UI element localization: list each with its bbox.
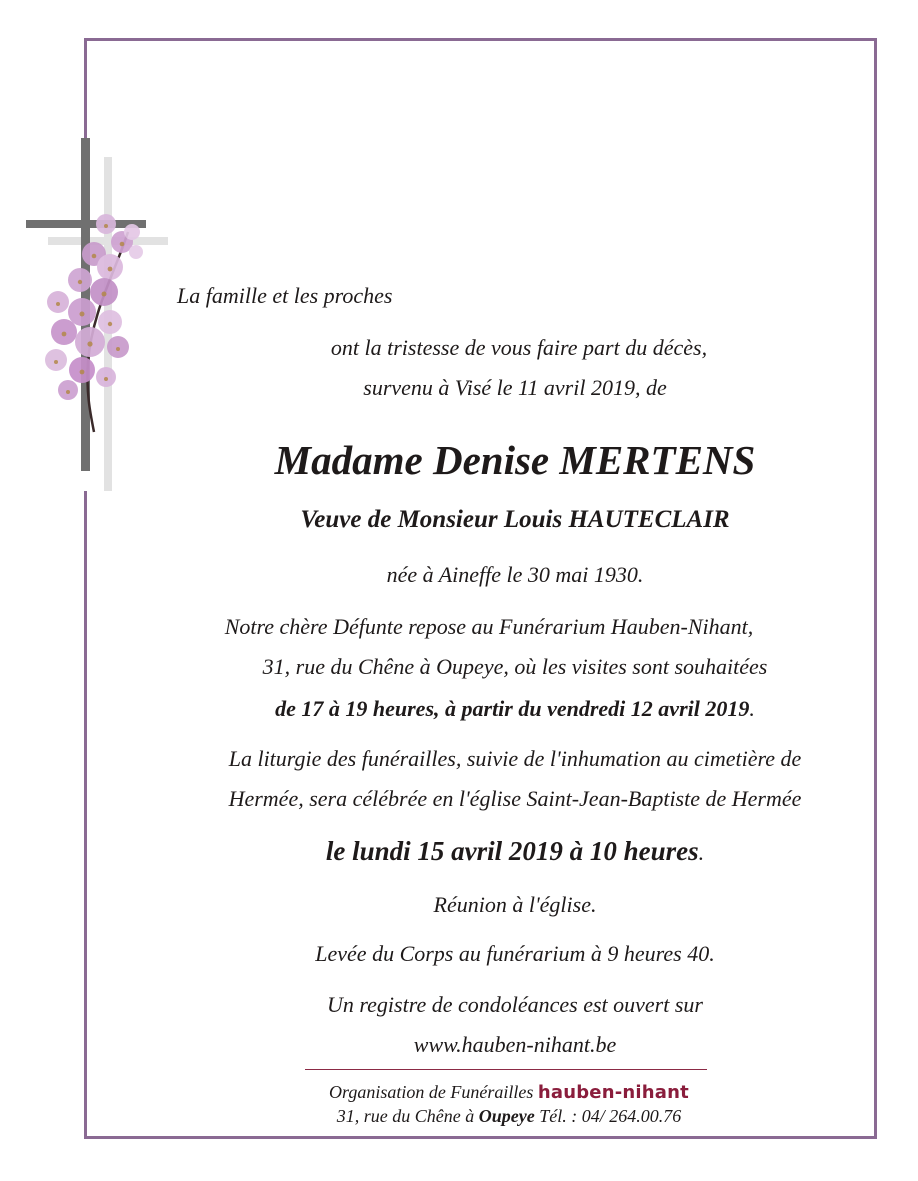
funeral-date [56,836,918,867]
brand-logo: hauben-nihant [537,1082,689,1103]
visitation-hours [56,696,918,722]
intro-line-1: La famille et les proches [177,283,393,308]
footer-address-prefix: 31, rue du Chêne à [336,1106,475,1126]
footer-phone: Tél. : 04/ 264.00.76 [539,1106,682,1126]
birth-line: née à Aineffe le 30 mai 1930. [386,562,644,587]
footer-address-line [50,1106,918,1127]
footer-town: Oupeye [478,1106,535,1126]
intro-line-2: ont la tristesse de vous faire part du décès, [330,335,708,360]
meeting-line: Réunion à l'église. [433,892,597,917]
visitation-line-2: 31, rue du Chêne à Oupeye, où les visites sont souhaitées [262,654,768,679]
deceased-name: Madame Denise MERTENS [274,437,756,483]
funeral-line-2: Hermée, sera célébrée en l'église Saint-Jean-Baptiste de Hermée [228,786,802,811]
widow-line: Veuve de Monsieur Louis HAUTECLAIR [300,506,730,533]
register-url[interactable]: www.hauben-nihant.be [413,1032,617,1057]
intro-line-3: survenu à Visé le 11 avril 2019, de [363,375,667,400]
register-line: Un registre de condoléances est ouvert sur [327,992,703,1017]
funeral-date-period: . [698,840,705,865]
footer-org-line [50,1082,918,1103]
footer-divider [305,1069,707,1070]
levee-line: Levée du Corps au funérarium à 9 heures 40. [315,941,715,966]
funeral-line-1: La liturgie des funérailles, suivie de l'inhumation au cimetière de [228,746,802,771]
footer-org-prefix: Organisation de Funérailles [329,1082,534,1102]
visitation-line-1: Notre chère Défunte repose au Funérarium Hauben-Nihant, [224,614,754,639]
funeral-date-text: le lundi 15 avril 2019 à 10 heures [325,836,699,866]
visitation-hours-period: . [749,696,755,721]
visitation-hours-text: de 17 à 19 heures, à partir du vendredi 12 avril 2019 [275,696,750,721]
page-border [84,38,877,1139]
